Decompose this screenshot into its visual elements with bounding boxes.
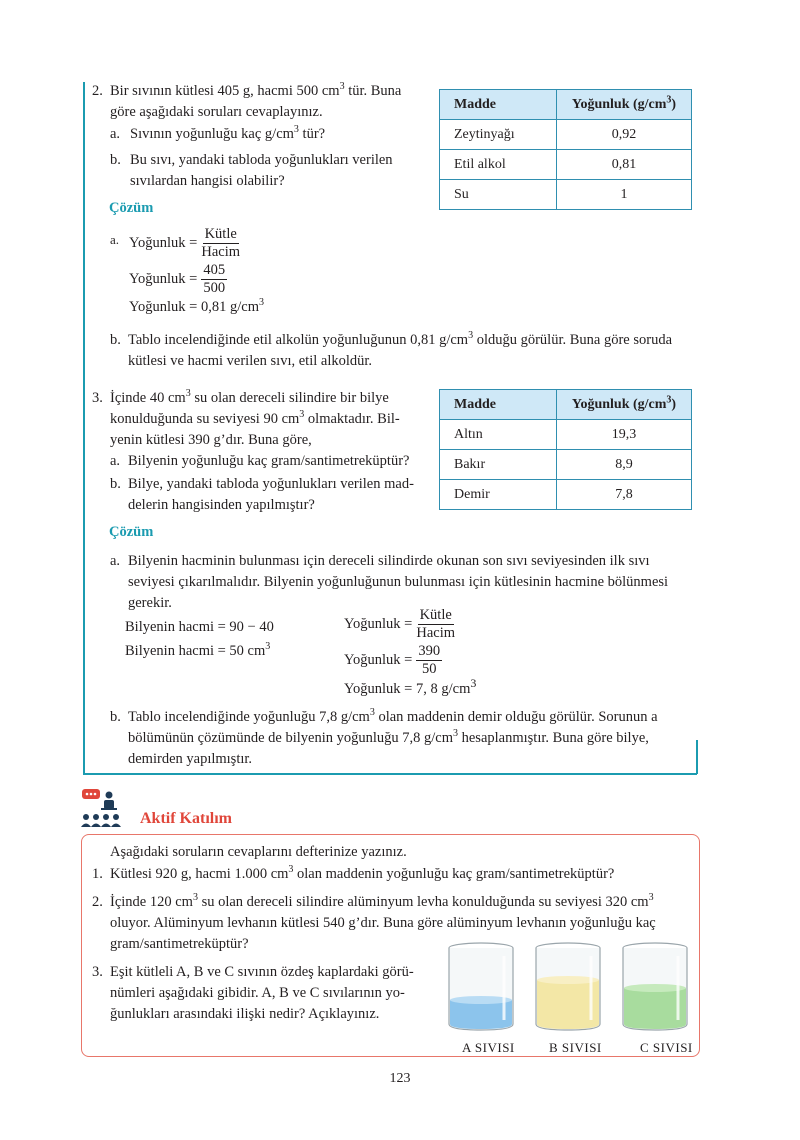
q3-cozum-heading: Çözüm <box>109 524 154 540</box>
q2-text-line1: Bir sıvının kütlesi 405 g, hacmi 500 $cm^3$ tür. Buna <box>110 81 402 99</box>
table-cell-madde: Demir <box>440 480 557 510</box>
q2-a-text: Sıvının yoğunluğu kaç $g/cm^3$ tür? <box>130 124 326 142</box>
aktif-q3-line3: ğunlukları arasındaki ilişki nedir? Açıklayınız. <box>110 1006 380 1022</box>
beaker-a <box>447 942 515 1032</box>
beaker-c-label: C SIVISI <box>640 1040 693 1055</box>
q2-b-label: b. <box>110 152 121 168</box>
table-cell-madde: Altın <box>440 420 557 450</box>
q2-a-label: a. <box>110 126 121 142</box>
table-cell-yogunluk: 0,92 <box>557 120 692 150</box>
q3-b-line2: delerin hangisinden yapılmıştır? <box>128 497 315 513</box>
q3-b-line1: Bilye, yandaki tabloda yoğunlukları verilen mad- <box>128 476 414 492</box>
table-header-row <box>440 90 692 120</box>
q3-sol-a-line3: gerekir. <box>128 595 172 611</box>
q3-line1: İçinde 40 $cm^3$ su olan dereceli silindire bir bilye <box>110 388 389 406</box>
classroom-icon <box>78 787 126 831</box>
q3-sol-b-label: b. <box>110 709 121 725</box>
q3-a-text: Bilyenin yoğunluğu kaç gram/santimetreküptür? <box>128 453 410 469</box>
q3-hacim-eq1: Bilyenin hacmi = 90 − 40 <box>125 619 274 635</box>
q3-sol-a-line2: seviyesi çıkarılmalıdır. Bilyenin yoğunluğunun bulunması için kütlesinin hacmine bölünmesi <box>128 574 669 590</box>
q3-sol-a-line1: Bilyenin hacminin bulunması için dereceli silindirde okunan son sıvı seviyesinden ilk sıvı <box>128 553 650 569</box>
table-cell-madde: Etil alkol <box>440 150 557 180</box>
beaker-b-label: B SIVISI <box>549 1040 602 1055</box>
q2-cozum-heading: Çözüm <box>109 200 154 216</box>
q3-b-label: b. <box>110 476 121 492</box>
beaker-b <box>534 942 602 1032</box>
q3-sol-b-line2: bölümünün çözümünde de bilyenin yoğunluğu 7,8 $g/cm^3$ hesaplanmıştır. Buna göre bilye, <box>128 728 649 746</box>
table-header-madde: Madde <box>440 390 557 420</box>
table-row <box>440 450 692 480</box>
q3-density-table <box>439 389 692 510</box>
q3-a-label: a. <box>110 453 121 469</box>
table-cell-madde: Bakır <box>440 450 557 480</box>
q2-number: 2. <box>92 83 103 99</box>
aktif-q1-number: 1. <box>92 866 103 882</box>
q2-sol-a-label: a. <box>110 232 120 247</box>
q3-sol-b-line3: demirden yapılmıştır. <box>128 751 253 767</box>
table-header-yogunluk: Yoğunluk $(g/cm^3)$ <box>557 90 692 120</box>
q3-sol-eq1: Yoğunluk = $\frac{\text{Kütle}}{\text{Hacim}}$ <box>344 607 456 641</box>
table-row <box>440 420 692 450</box>
q2-sol-eq2: Yoğunluk = $\frac{405}{500}$ <box>129 262 226 296</box>
table-cell-yogunluk: 7,8 <box>557 480 692 510</box>
table-header-yogunluk: Yoğunluk $(g/cm^3)$ <box>557 390 692 420</box>
aktif-intro: Aşağıdaki soruların cevaplarını defterinize yazınız. <box>110 844 407 860</box>
q3-line3: yenin kütlesi 390 g’dır. Buna göre, <box>110 432 312 448</box>
aktif-q2-line1: İçinde 120 $cm^3$ su olan dereceli silindire alüminyum levha konulduğunda su seviyesi 320 $cm^3$ <box>110 892 654 910</box>
table-cell-madde: Su <box>440 180 557 210</box>
table-cell-yogunluk: 1 <box>557 180 692 210</box>
q3-sol-b-line1: Tablo incelendiğinde yoğunluğu 7,8 $g/cm^3$ olan maddenin demir olduğu görülür. Sorunun a <box>128 707 658 725</box>
table-cell-madde: Zeytinyağı <box>440 120 557 150</box>
q3-sol-a-label: a. <box>110 553 121 569</box>
q2-sol-b-line1: Tablo incelendiğinde etil alkolün yoğunluğunun 0,81 $g/cm^3$ olduğu görülür. Buna göre soruda <box>128 330 673 348</box>
q2-sol-eq1: Yoğunluk = $\frac{\text{Kütle}}{\text{Hacim}}$ <box>129 226 241 260</box>
aktif-katilim-title: Aktif Katılım <box>140 810 232 827</box>
q3-line2: konulduğunda su seviyesi 90 $cm^3$ olmaktadır. Bil- <box>110 409 400 427</box>
table-row <box>440 480 692 510</box>
q2-b-text-line2: sıvılardan hangisi olabilir? <box>130 173 285 189</box>
q3-hacim-eq2: Bilyenin hacmi = 50 $cm^3$ <box>125 641 271 659</box>
aktif-q2-line2: oluyor. Alüminyum levhanın kütlesi 540 g’dır. Buna göre alüminyum levhanın yoğunluğu kaç <box>110 915 656 931</box>
q2-density-table <box>439 89 692 210</box>
aktif-q2-number: 2. <box>92 894 103 910</box>
section-frame-right <box>696 740 698 774</box>
section-frame-left <box>83 82 85 774</box>
q2-sol-b-label: b. <box>110 332 121 348</box>
q2-text-line2: göre aşağıdaki soruları cevaplayınız. <box>110 104 323 120</box>
table-header-row <box>440 390 692 420</box>
table-header-madde: Madde <box>440 90 557 120</box>
q3-number: 3. <box>92 390 103 406</box>
page-number: 123 <box>389 1071 411 1086</box>
table-cell-yogunluk: 0,81 <box>557 150 692 180</box>
table-row <box>440 120 692 150</box>
section-frame-bottom <box>83 773 697 775</box>
q3-sol-eq3: Yoğunluk = 7, 8 $g/cm^3$ <box>344 676 477 697</box>
beaker-a-label: A SIVISI <box>462 1040 515 1055</box>
table-row <box>440 180 692 210</box>
aktif-q3-line1: Eşit kütleli A, B ve C sıvının özdeş kaplardaki görü- <box>110 964 414 980</box>
beaker-c <box>621 942 689 1032</box>
q2-sol-b-line2: kütlesi ve hacmi verilen sıvı, etil alkoldür. <box>128 353 373 369</box>
q2-b-text-line1: Bu sıvı, yandaki tabloda yoğunlukları verilen <box>130 152 393 168</box>
q2-sol-eq3: Yoğunluk = 0,81 $g/cm^3$ <box>129 297 264 315</box>
q3-sol-eq2: Yoğunluk = $\frac{390}{50}$ <box>344 643 441 677</box>
aktif-q3-number: 3. <box>92 964 103 980</box>
aktif-q1-text: Kütlesi 920 g, hacmi 1.000 $cm^3$ olan maddenin yoğunluğu kaç gram/santimetreküptür? <box>110 864 615 882</box>
table-cell-yogunluk: 19,3 <box>557 420 692 450</box>
table-row <box>440 150 692 180</box>
table-cell-yogunluk: 8,9 <box>557 450 692 480</box>
aktif-q3-line2: nümleri aşağıdaki gibidir. A, B ve C sıvılarının yo- <box>110 985 405 1001</box>
aktif-q2-line3: gram/santimetreküptür? <box>110 936 249 952</box>
